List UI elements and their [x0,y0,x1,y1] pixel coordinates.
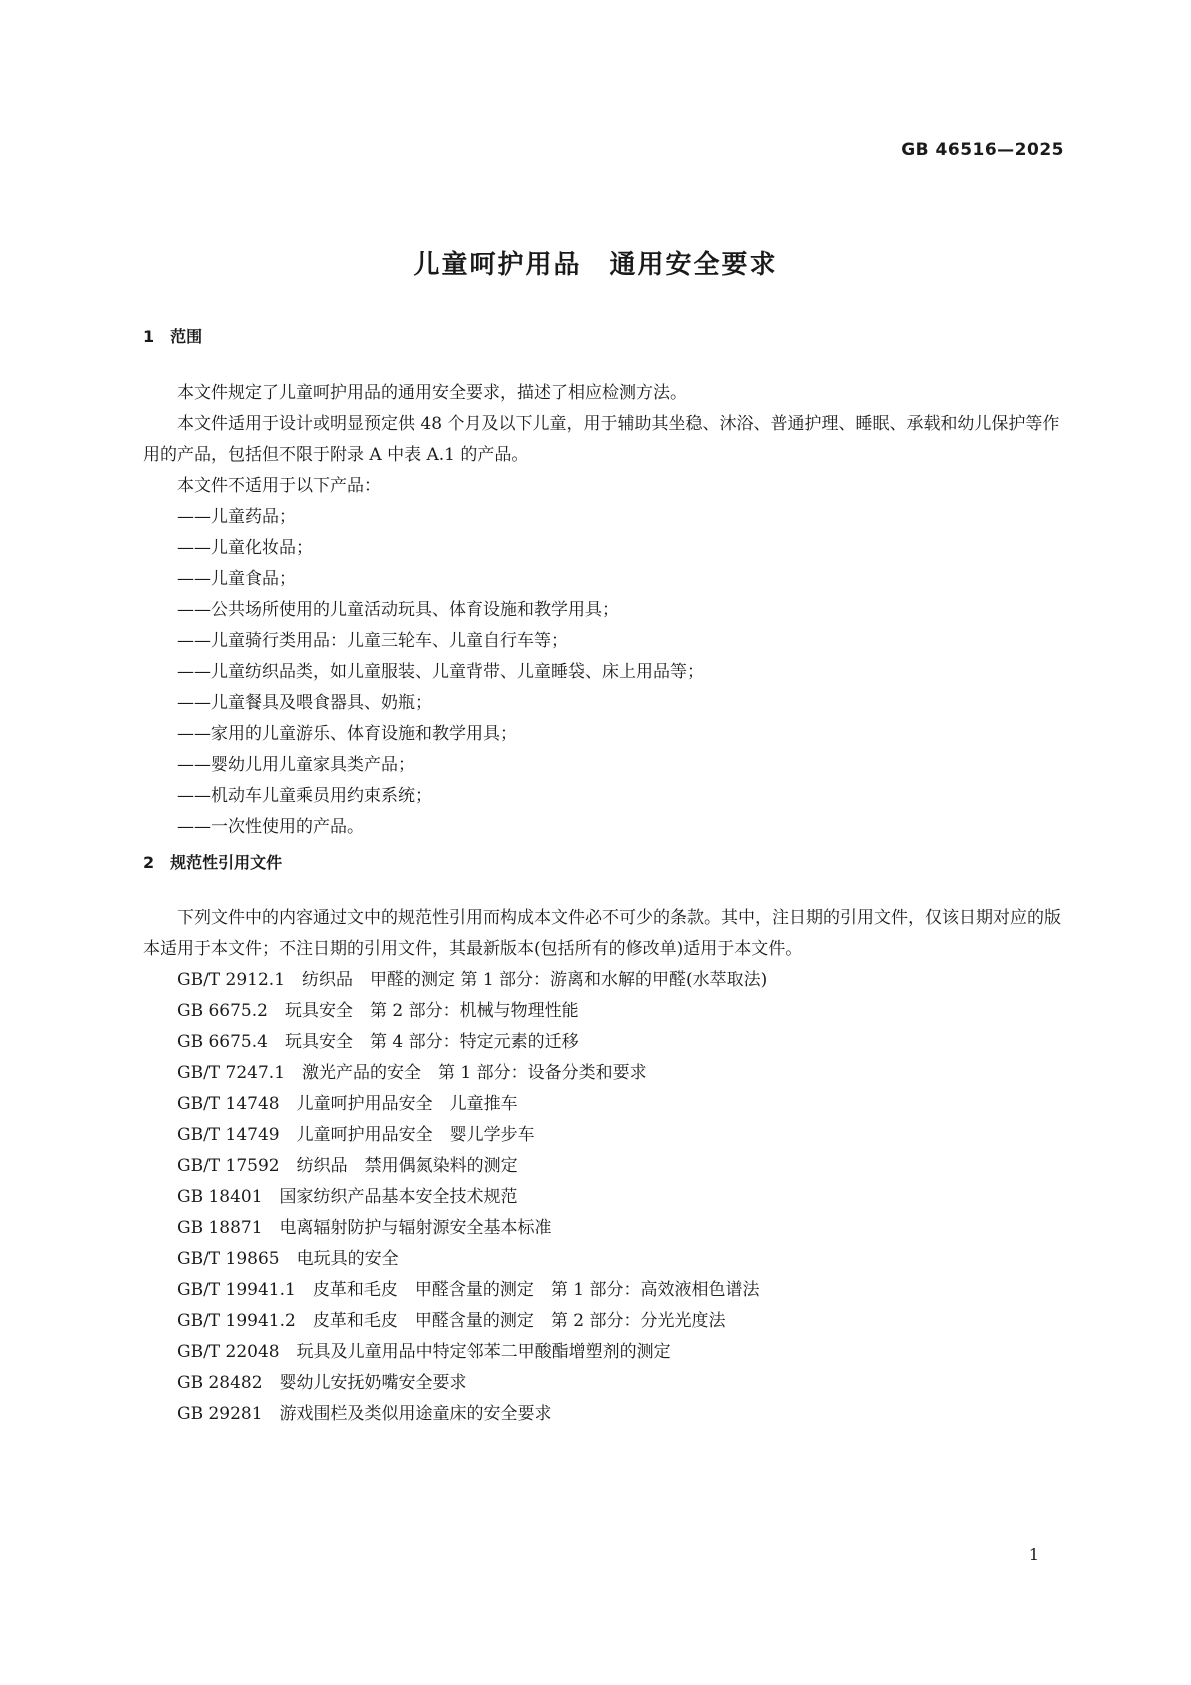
exclusion-item: ——婴幼儿用儿童家具类产品； [177,755,415,775]
scope-paragraph-2: 本文件适用于设计或明显预定供 48 个月及以下儿童，用于辅助其坐稳、沐浴、普通护理、睡眠、承载和幼儿保护等作用的产品，包括但不限于附录 A 中表 A.1 的产品。 [143,414,1060,465]
exclusion-item: ——机动车儿童乘员用约束系统； [177,786,432,806]
section-1-heading: 1 范围 [143,327,203,346]
exclusion-item: ——儿童餐具及喂食器具、奶瓶； [177,693,432,713]
scope-paragraph-1: 本文件规定了儿童呵护用品的通用安全要求，描述了相应检测方法。 [177,383,687,403]
section-2-body [143,903,1061,1430]
reference-item: GB 6675.2 玩具安全 第 2 部分：机械与物理性能 [177,1001,579,1021]
reference-item: GB/T 19865 电玩具的安全 [177,1249,399,1269]
exclusion-item: ——儿童纺织品类，如儿童服装、儿童背带、儿童睡袋、床上用品等； [177,662,704,682]
reference-item: GB/T 19941.2 皮革和毛皮 甲醛含量的测定 第 2 部分：分光光度法 [177,1311,726,1331]
reference-item: GB 18871 电离辐射防护与辐射源安全基本标准 [177,1218,552,1238]
standard-code: GB 46516—2025 [901,140,1064,160]
references-intro: 下列文件中的内容通过文中的规范性引用而构成本文件必不可少的条款。其中，注日期的引用文件，仅该日期对应的版本适用于本文件；不注日期的引用文件，其最新版本(包括所有的修改单)适用于本文件。 [143,908,1061,959]
page-number: 1 [1028,1545,1039,1564]
reference-item: GB/T 14748 儿童呵护用品安全 儿童推车 [177,1094,518,1114]
document-title: 儿童呵护用品 通用安全要求 [413,250,778,280]
section-1-body [143,378,1061,843]
exclusion-item: ——公共场所使用的儿童活动玩具、体育设施和教学用具； [177,600,619,620]
exclusion-item: ——家用的儿童游乐、体育设施和教学用具； [177,724,517,744]
reference-item: GB 28482 婴幼儿安抚奶嘴安全要求 [177,1373,467,1393]
reference-item: GB/T 2912.1 纺织品 甲醛的测定 第 1 部分：游离和水解的甲醛(水萃取法) [177,970,768,990]
exclusion-item: ——儿童化妆品； [177,538,313,558]
scope-paragraph-3: 本文件不适用于以下产品： [177,476,381,496]
reference-item: GB/T 22048 玩具及儿童用品中特定邻苯二甲酸酯增塑剂的测定 [177,1342,671,1362]
reference-item: GB/T 19941.1 皮革和毛皮 甲醛含量的测定 第 1 部分：高效液相色谱法 [177,1280,760,1300]
section-2-heading: 2 规范性引用文件 [143,853,283,872]
exclusion-item: ——儿童骑行类用品：儿童三轮车、儿童自行车等； [177,631,568,651]
reference-item: GB 29281 游戏围栏及类似用途童床的安全要求 [177,1404,552,1424]
reference-item: GB 6675.4 玩具安全 第 4 部分：特定元素的迁移 [177,1032,579,1052]
exclusion-item: ——一次性使用的产品。 [177,817,364,837]
exclusion-item: ——儿童食品； [177,569,296,589]
reference-item: GB/T 7247.1 激光产品的安全 第 1 部分：设备分类和要求 [177,1063,647,1083]
reference-item: GB/T 17592 纺织品 禁用偶氮染料的测定 [177,1156,518,1176]
exclusion-item: ——儿童药品； [177,507,296,527]
reference-item: GB 18401 国家纺织产品基本安全技术规范 [177,1187,518,1207]
reference-item: GB/T 14749 儿童呵护用品安全 婴儿学步车 [177,1125,535,1145]
